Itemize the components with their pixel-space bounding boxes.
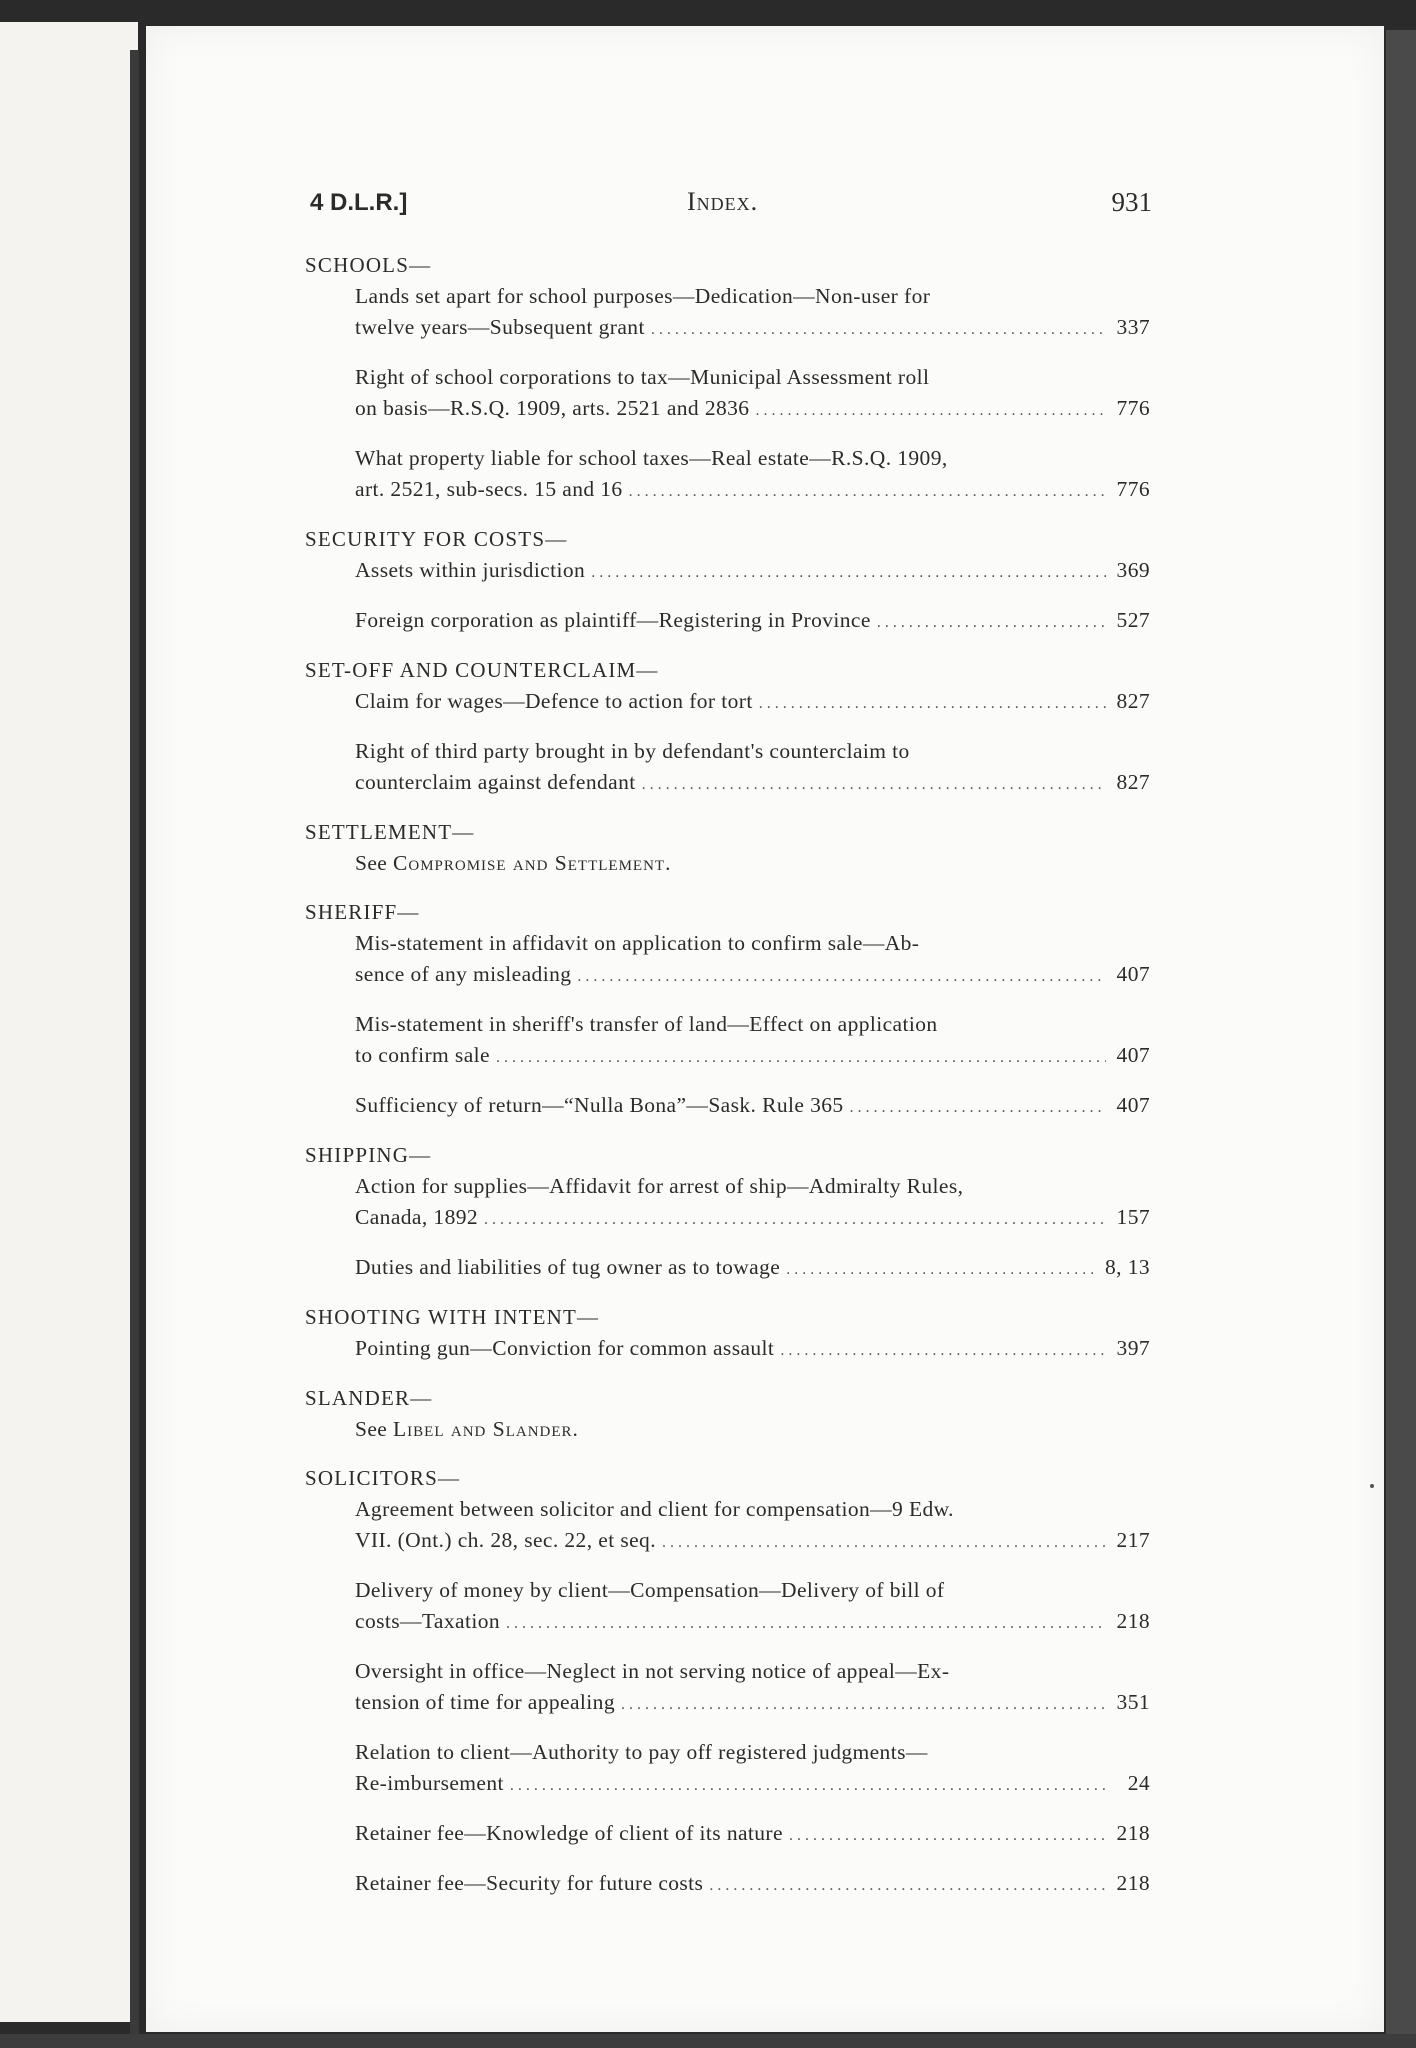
index-section [305, 250, 1150, 507]
entry-text-end: costs—Taxation [355, 1609, 501, 1633]
entry-text-end: Retainer fee—Knowledge of client of its nature [355, 1821, 783, 1845]
entry-text: Mis-statement in affidavit on application to confirm sale—Ab- [355, 931, 920, 955]
entry-text: Delivery of money by client—Compensation—Delivery of bill of [355, 1578, 945, 1602]
entry-last-line [355, 1202, 1150, 1235]
entry-text: Agreement between solicitor and client for compensation—9 Edw. [355, 1497, 954, 1521]
index-entry [355, 605, 1150, 638]
entry-text: Right of school corporations to tax—Municipal Assessment roll [355, 365, 930, 389]
entry-text-end: to confirm sale [355, 1043, 490, 1067]
entry-page-number: 8, 13 [1105, 1255, 1150, 1279]
entry-text: Right of third party brought in by defendant's counterclaim to [355, 739, 910, 763]
index-entry [355, 1818, 1150, 1851]
index-section [305, 1383, 1150, 1445]
dot-leader [510, 1770, 1106, 1801]
entry-text: Lands set apart for school purposes—Dedication—Non-user for [355, 284, 931, 308]
dot-leader [850, 1092, 1106, 1123]
volume-reference: 4 D.L.R.] [310, 189, 408, 216]
page-title: Index. [687, 187, 759, 216]
dot-leader [484, 1204, 1106, 1235]
entry-page-number: 337 [1116, 315, 1150, 339]
index-section [305, 1463, 1150, 1901]
entry-last-line [355, 1818, 1150, 1851]
entry-page-number: 407 [1116, 1043, 1150, 1067]
entry-text-end: Canada, 1892 [355, 1205, 479, 1229]
index-entry [355, 1009, 1150, 1073]
index-entry [355, 1656, 1150, 1720]
entry-last-line [355, 1868, 1150, 1901]
index-entry [355, 686, 1150, 719]
dot-leader [709, 1870, 1106, 1901]
entry-text-end: sence of any misleading [355, 962, 572, 986]
dot-leader [496, 1042, 1106, 1073]
entry-last-line [355, 686, 1150, 719]
dot-leader [506, 1608, 1106, 1639]
ink-speck [1370, 1484, 1374, 1488]
entry-page-number: 407 [1116, 1093, 1150, 1117]
see-prefix: See [355, 851, 388, 875]
book-spine [130, 50, 139, 2040]
entry-text-end: art. 2521, sub-secs. 15 and 16 [355, 477, 623, 501]
entry-text-end: tension of time for appealing [355, 1690, 615, 1714]
dot-leader [877, 607, 1106, 638]
entry-text: What property liable for school taxes—Real estate—R.S.Q. 1909, [355, 446, 948, 470]
entry-text-end: Foreign corporation as plaintiff—Registering in Province [355, 608, 871, 632]
see-reference [355, 1414, 1150, 1445]
entry-last-line [355, 555, 1150, 588]
index-content [305, 250, 1150, 1918]
index-section [305, 817, 1150, 879]
entry-text-end: Assets within jurisdiction [355, 558, 586, 582]
dot-leader [591, 557, 1106, 588]
entry-page-number: 827 [1116, 689, 1150, 713]
entry-text: Action for supplies—Affidavit for arrest of ship—Admiralty Rules, [355, 1174, 964, 1198]
dot-leader [629, 476, 1106, 507]
entry-last-line [355, 1040, 1150, 1073]
dot-leader [780, 1335, 1106, 1366]
entry-last-line [355, 1333, 1150, 1366]
index-entry [355, 1252, 1150, 1285]
section-heading: SHIPPING— [305, 1143, 432, 1167]
entry-text-end: Duties and liabilities of tug owner as to towage [355, 1255, 781, 1279]
dot-leader [789, 1820, 1106, 1851]
entry-last-line [355, 393, 1150, 426]
entry-page-number: 218 [1116, 1871, 1150, 1895]
index-entry [355, 443, 1150, 507]
entry-last-line [355, 1252, 1150, 1285]
section-heading: SET-OFF AND COUNTERCLAIM— [305, 658, 659, 682]
entry-last-line [355, 1768, 1150, 1801]
entry-text: Relation to client—Authority to pay off registered judgments— [355, 1740, 928, 1764]
index-entry [355, 555, 1150, 588]
entry-page-number: 527 [1116, 608, 1150, 632]
entry-last-line [355, 959, 1150, 992]
index-section [305, 1140, 1150, 1285]
page-number: 931 [1111, 187, 1152, 217]
entry-last-line [355, 1525, 1150, 1558]
entry-text-end: VII. (Ont.) ch. 28, sec. 22, et seq. [355, 1528, 656, 1552]
entry-page-number: 827 [1116, 770, 1150, 794]
running-header [310, 187, 1150, 227]
entry-page-number: 24 [1127, 1771, 1150, 1795]
entry-text-end: Re-imbursement [355, 1771, 504, 1795]
index-section [305, 897, 1150, 1123]
entry-text-end: Retainer fee—Security for future costs [355, 1871, 704, 1895]
entry-last-line [355, 312, 1150, 345]
entry-text-end: Claim for wages—Defence to action for tort [355, 689, 753, 713]
index-entry [355, 1333, 1150, 1366]
index-entry [355, 362, 1150, 426]
index-section [305, 1302, 1150, 1366]
entry-page-number: 776 [1116, 477, 1150, 501]
entry-page-number: 157 [1116, 1205, 1150, 1229]
section-heading: SOLICITORS— [305, 1466, 461, 1490]
section-heading: SHERIFF— [305, 900, 420, 924]
page-right-edge [1386, 30, 1416, 2035]
index-entry [355, 1494, 1150, 1558]
entry-last-line [355, 474, 1150, 507]
see-reference [355, 848, 1150, 879]
index-entry [355, 928, 1150, 992]
index-entry [355, 736, 1150, 800]
entry-page-number: 369 [1116, 558, 1150, 582]
dot-leader [621, 1689, 1106, 1720]
dot-leader [759, 688, 1106, 719]
dot-leader [755, 395, 1106, 426]
index-entry [355, 1090, 1150, 1123]
entry-page-number: 397 [1116, 1336, 1150, 1360]
page-bottom-edge [0, 2034, 1416, 2048]
entry-text-end: twelve years—Subsequent grant [355, 315, 645, 339]
section-heading: SHOOTING WITH INTENT— [305, 1305, 600, 1329]
dot-leader [662, 1527, 1106, 1558]
section-heading: SECURITY FOR COSTS— [305, 527, 568, 551]
entry-last-line [355, 1090, 1150, 1123]
entry-page-number: 776 [1116, 396, 1150, 420]
entry-text-end: Sufficiency of return—“Nulla Bona”—Sask. Rule 365 [355, 1093, 844, 1117]
entry-page-number: 218 [1116, 1821, 1150, 1845]
index-entry [355, 1868, 1150, 1901]
dot-leader [577, 961, 1106, 992]
index-entry [355, 1575, 1150, 1639]
section-heading: SLANDER— [305, 1386, 433, 1410]
see-prefix: See [355, 1417, 388, 1441]
see-target: Compromise and Settlement. [393, 851, 672, 875]
entry-page-number: 218 [1116, 1609, 1150, 1633]
section-heading: SETTLEMENT— [305, 820, 475, 844]
facing-page-edge [0, 22, 138, 2022]
index-entry [355, 1171, 1150, 1235]
entry-text: Oversight in office—Neglect in not serving notice of appeal—Ex- [355, 1659, 950, 1683]
index-entry [355, 281, 1150, 345]
dot-leader [642, 769, 1106, 800]
dot-leader [651, 314, 1106, 345]
entry-text-end: Pointing gun—Conviction for common assault [355, 1336, 775, 1360]
entry-page-number: 351 [1116, 1690, 1150, 1714]
index-section [305, 524, 1150, 638]
entry-page-number: 407 [1116, 962, 1150, 986]
entry-text-end: on basis—R.S.Q. 1909, arts. 2521 and 2836 [355, 396, 750, 420]
entry-last-line [355, 1687, 1150, 1720]
section-heading: SCHOOLS— [305, 253, 432, 277]
see-target: Libel and Slander. [393, 1417, 579, 1441]
entry-last-line [355, 1606, 1150, 1639]
dot-leader [786, 1254, 1099, 1285]
entry-last-line [355, 605, 1150, 638]
index-section [305, 655, 1150, 800]
entry-text-end: counterclaim against defendant [355, 770, 636, 794]
entry-page-number: 217 [1116, 1528, 1150, 1552]
entry-text: Mis-statement in sheriff's transfer of land—Effect on application [355, 1012, 938, 1036]
index-entry [355, 1737, 1150, 1801]
entry-last-line [355, 767, 1150, 800]
